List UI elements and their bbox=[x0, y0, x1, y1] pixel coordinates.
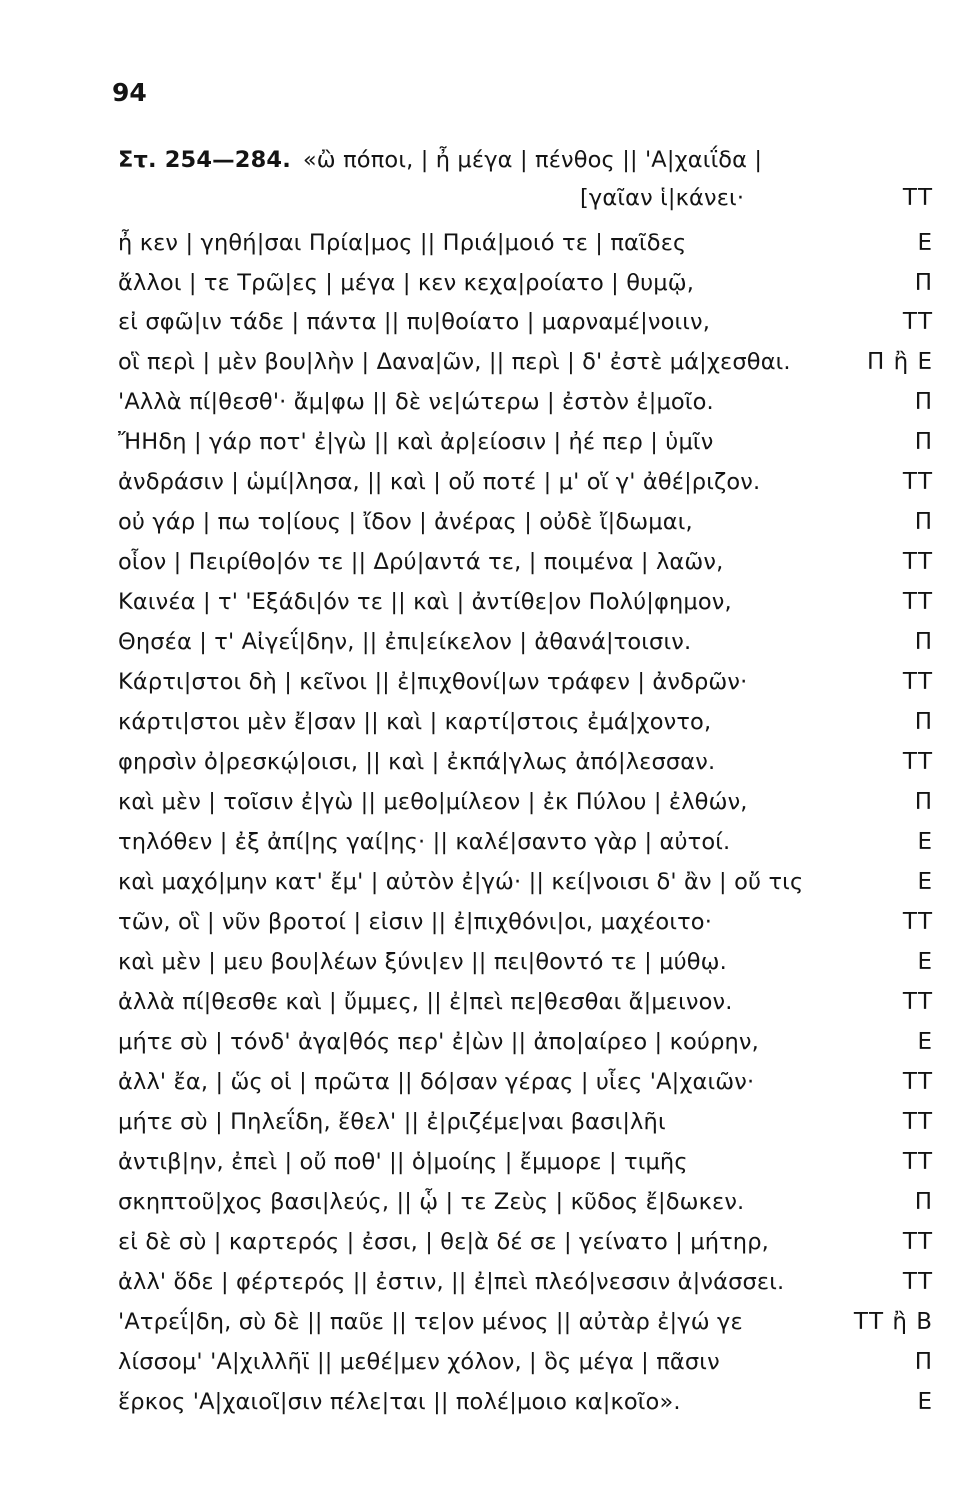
verse-line bbox=[0, 984, 959, 1020]
meter-marker: ΤΤ bbox=[902, 1149, 933, 1175]
verse-line bbox=[0, 142, 959, 178]
verse-line bbox=[0, 225, 959, 261]
verse-text: ἄλλοι | τε Τρῶ|ες | μέγα | κεν κεχα|ροίατο | θυμῷ, bbox=[118, 270, 695, 296]
verse-line bbox=[0, 1024, 959, 1060]
verse-line bbox=[0, 1224, 959, 1260]
verse-line bbox=[0, 1384, 959, 1420]
verse-line bbox=[0, 544, 959, 580]
verse-text: εἰ σφῶ|ιν τάδε | πάντα || πυ|θοίατο | μαρναμέ|νοιιν, bbox=[118, 309, 711, 335]
verse-line bbox=[0, 304, 959, 340]
verse-text: οὐ γάρ | πω το|ίους | ἴδον | ἀνέρας | οὐδὲ ἴ|δωμαι, bbox=[118, 509, 693, 535]
verse-text: μήτε σὺ | τόνδ' ἀγα|θός περ' ἐ|ὼν || ἀπο|αίρεο | κούρην, bbox=[118, 1029, 759, 1055]
meter-marker: ΤΤ bbox=[902, 185, 933, 211]
verse-text: Καινέα | τ' 'Εξάδι|όν τε || καὶ | ἀντίθε|ον Πολύ|φημον, bbox=[118, 589, 732, 615]
verse-text: ἀλλ' ὅδε | φέρτερός || ἐστιν, || ἐ|πεὶ πλεό|νεσσιν ἀ|νάσσει. bbox=[118, 1269, 785, 1295]
verse-line bbox=[0, 1344, 959, 1380]
verse-line bbox=[0, 344, 959, 380]
meter-marker: Π bbox=[914, 629, 933, 655]
verse-line bbox=[0, 624, 959, 660]
verse-line bbox=[0, 424, 959, 460]
meter-marker: Π bbox=[914, 1189, 933, 1215]
meter-marker: ΤΤ bbox=[902, 549, 933, 575]
verse-text: Κάρτι|στοι δὴ | κεῖνοι || ἐ|πιχθονί|ων τράφεν | ἀνδρῶν· bbox=[118, 669, 748, 695]
page-number: 94 bbox=[112, 78, 147, 107]
meter-marker: Π bbox=[914, 429, 933, 455]
verse-text: 'Ατρεΐ|δη, σὺ δὲ || παῦε || τε|ον μένος || αὐτὰρ ἐ|γώ γε bbox=[118, 1309, 743, 1335]
verse-text: οἳ περὶ | μὲν βου|λὴν | Δανα|ῶν, || περὶ | δ' ἐστὲ μά|χεσθαι. bbox=[118, 349, 791, 375]
verse-line bbox=[0, 1304, 959, 1340]
meter-marker: Ε bbox=[917, 949, 933, 975]
verse-text: ἕρκος 'Α|χαιοῖ|σιν πέλε|ται || πολέ|μοιο κα|κοῖο». bbox=[118, 1389, 681, 1415]
verse-text: [γαῖαν ἱ|κάνει· bbox=[580, 185, 745, 211]
verse-reference: Στ. 254—284. bbox=[118, 147, 291, 173]
meter-marker: Π bbox=[914, 389, 933, 415]
verse-text: οἷον | Πειρίθο|όν τε || Δρύ|αντά τε, | ποιμένα | λαῶν, bbox=[118, 549, 724, 575]
meter-marker: ΤΤ bbox=[902, 669, 933, 695]
meter-marker: ΤΤ bbox=[902, 469, 933, 495]
meter-marker: ΤΤ bbox=[902, 749, 933, 775]
verse-line bbox=[0, 384, 959, 420]
meter-marker: ΤΤ bbox=[902, 989, 933, 1015]
verse-text: ἦ κεν | γηθή|σαι Πρία|μος || Πριά|μοιό τε | παῖδες bbox=[118, 230, 687, 256]
verse-text: ἀλλὰ πί|θεσθε καὶ | ὔμμες, || ἐ|πεὶ πε|θεσθαι ἄ|μεινον. bbox=[118, 989, 733, 1015]
meter-marker: Π bbox=[914, 789, 933, 815]
verse-text: τηλόθεν | ἐξ ἀπί|ης γαί|ης· || καλέ|σαντο γὰρ | αὐτοί. bbox=[118, 829, 731, 855]
verse-text: μήτε σὺ | Πηλεΐδη, ἔθελ' || ἐ|ριζέμε|ναι βασι|λῆι bbox=[118, 1109, 666, 1135]
verse-text: ἬΗδη | γάρ ποτ' ἐ|γὼ || καὶ ἀρ|είοσιν | ἠέ περ | ὑμῖν bbox=[118, 429, 714, 455]
meter-marker: Π bbox=[914, 1349, 933, 1375]
verse-text bbox=[118, 142, 762, 178]
verse-text: ἀλλ' ἔα, | ὥς οἱ | πρῶτα || δό|σαν γέρας | υἷες 'Α|χαιῶν· bbox=[118, 1069, 755, 1095]
verse-line bbox=[0, 664, 959, 700]
verse-line bbox=[0, 180, 959, 216]
verse-text: λίσσομ' 'Α|χιλλῆϊ || μεθέ|μεν χόλον, | ὃς μέγα | πᾶσιν bbox=[118, 1349, 720, 1375]
meter-marker: ΤΤ bbox=[902, 309, 933, 335]
verse-line bbox=[0, 944, 959, 980]
verse-line bbox=[0, 1264, 959, 1300]
verse-line bbox=[0, 1064, 959, 1100]
verse-line bbox=[0, 864, 959, 900]
meter-marker: ΤΤ bbox=[902, 589, 933, 615]
verse-line bbox=[0, 584, 959, 620]
meter-marker: Π bbox=[914, 709, 933, 735]
verse-line bbox=[0, 704, 959, 740]
verse-text: τῶν, οἳ | νῦν βροτοί | εἰσιν || ἐ|πιχθόνι|οι, μαχέοιτο· bbox=[118, 909, 713, 935]
verse-text: Θησέα | τ' Αἰγεΐ|δην, || ἐπι|είκελον | ἀθανά|τοισιν. bbox=[118, 629, 692, 655]
verse-line bbox=[0, 744, 959, 780]
verse-line bbox=[0, 504, 959, 540]
verse-text: ἀντιβ|ην, ἐπεὶ | οὔ ποθ' || ὁ|μοίης | ἔμμορε | τιμῆς bbox=[118, 1149, 688, 1175]
meter-marker: Π bbox=[914, 270, 933, 296]
meter-marker: ΤΤ ἢ Β bbox=[853, 1309, 933, 1335]
verse-text: καὶ μαχό|μην κατ' ἔμ' | αὐτὸν ἐ|γώ· || κεί|νοισι δ' ἂν | οὔ τις bbox=[118, 869, 804, 895]
verse-line bbox=[0, 784, 959, 820]
meter-marker: Π bbox=[914, 509, 933, 535]
verse-text: καὶ μὲν | τοῖσιν ἐ|γὼ || μεθο|μίλεον | ἐκ Πύλου | ἐλθών, bbox=[118, 789, 748, 815]
meter-marker: Ε bbox=[917, 1029, 933, 1055]
meter-marker: Ε bbox=[917, 1389, 933, 1415]
verse-text: φηρσὶν ὀ|ρεσκῴ|οισι, || καὶ | ἐκπά|γλως ἀπό|λεσσαν. bbox=[118, 749, 716, 775]
meter-marker: ΤΤ bbox=[902, 1269, 933, 1295]
verse-line bbox=[0, 1184, 959, 1220]
meter-marker: ΤΤ bbox=[902, 1069, 933, 1095]
verse-text: εἰ δὲ σὺ | καρτερός | ἐσσι, | θε|ὰ δέ σε | γείνατο | μήτηρ, bbox=[118, 1229, 769, 1255]
meter-marker: ΤΤ bbox=[902, 909, 933, 935]
verse-line bbox=[0, 464, 959, 500]
meter-marker: Π ἢ Ε bbox=[866, 349, 933, 375]
verse-line-text: «ὢ πόποι, | ἦ μέγα | πένθος || 'Α|χαιΐδα | bbox=[302, 147, 763, 173]
verse-text: σκηπτοῦ|χος βασι|λεύς, || ᾧ | τε Ζεὺς | κῦδος ἔ|δωκεν. bbox=[118, 1189, 745, 1215]
verse-line bbox=[0, 904, 959, 940]
meter-marker: Ε bbox=[917, 869, 933, 895]
verse-line bbox=[0, 1144, 959, 1180]
meter-marker: ΤΤ bbox=[902, 1229, 933, 1255]
meter-marker: Ε bbox=[917, 829, 933, 855]
meter-marker: ΤΤ bbox=[902, 1109, 933, 1135]
meter-marker: Ε bbox=[917, 230, 933, 256]
verse-line bbox=[0, 1104, 959, 1140]
verse-text: καὶ μὲν | μευ βου|λέων ξύνι|εν || πει|θοντό τε | μύθῳ. bbox=[118, 949, 727, 975]
verse-line bbox=[0, 265, 959, 301]
verse-text: 'Αλλὰ πί|θεσθ'· ἄμ|φω || δὲ νε|ώτερω | ἐστὸν ἐ|μοῖο. bbox=[118, 389, 714, 415]
verse-text: κάρτι|στοι μὲν ἔ|σαν || καὶ | καρτί|στοις ἐμά|χοντο, bbox=[118, 709, 712, 735]
verse-line bbox=[0, 824, 959, 860]
verse-text: ἀνδράσιν | ὡμί|λησα, || καὶ | οὔ ποτέ | μ' οἵ γ' ἀθέ|ριζον. bbox=[118, 469, 761, 495]
